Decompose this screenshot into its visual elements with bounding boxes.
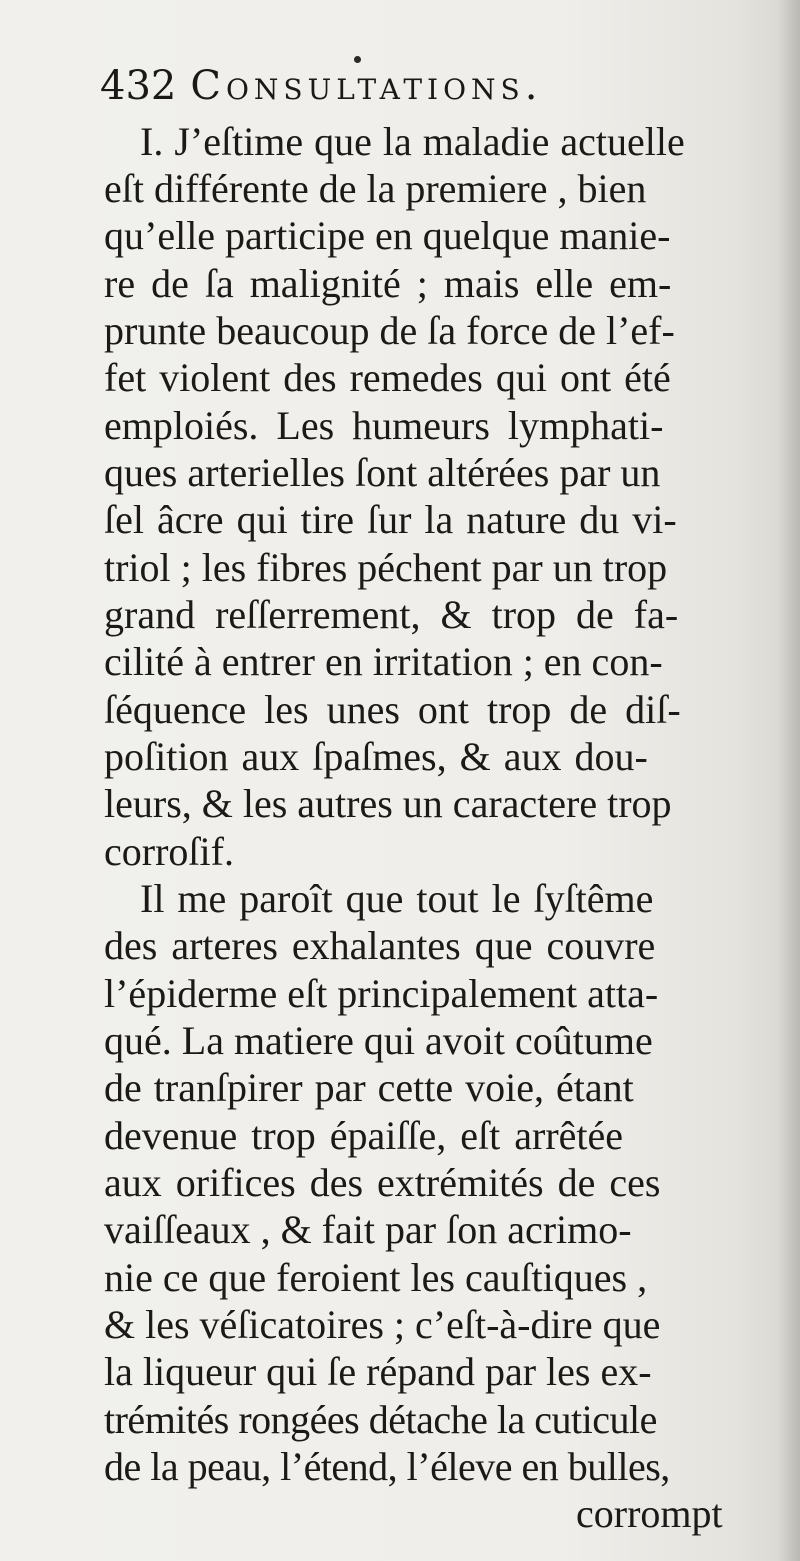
text-line: re de ſa malignité ; mais elle em- <box>104 261 672 306</box>
running-head-title: Consultations. <box>190 63 543 109</box>
catchword: corrompt <box>576 1491 723 1536</box>
text-line: cilité à entrer en irritation ; en con- <box>104 639 663 684</box>
text-line: ſel âcre qui tire ſur la nature du vi- <box>104 497 677 542</box>
text-line: emploiés. Les humeurs lymphati- <box>104 403 664 448</box>
text-line: corroſif. <box>104 829 234 874</box>
text-line: I. J’eſtime que la maladie actuelle <box>140 119 685 164</box>
text-line: nie ce que feroient les cauſtiques , <box>104 1255 648 1300</box>
running-head <box>100 63 543 109</box>
text-line: de tranſpirer par cette voie, étant <box>104 1065 634 1110</box>
text-line: devenue trop épaiſſe, eſt arrêtée <box>104 1113 624 1158</box>
text-line: eſt différente de la premiere , bien <box>104 166 647 211</box>
text-line: la liqueur qui ſe répand par les ex- <box>104 1349 652 1394</box>
text-line: vaiſſeaux , & fait par ſon acrimo- <box>104 1207 632 1252</box>
text-line: l’épiderme eſt principalement atta- <box>104 971 659 1016</box>
text-line: grand reſſerrement, & trop de fa- <box>104 592 679 637</box>
text-line: leurs, & les autres un caractere trop <box>104 781 672 826</box>
text-line: triol ; les fibres péchent par un trop <box>104 545 668 590</box>
text-line: poſition aux ſpaſmes, & aux dou- <box>104 734 648 779</box>
ink-dot <box>354 56 361 63</box>
text-line: prunte beaucoup de ſa force de l’ef- <box>104 308 675 353</box>
text-line: Il me paroît que tout le ſyſtême <box>140 876 654 921</box>
text-line: de la peau, l’étend, l’éleve en bulles, <box>104 1444 670 1489</box>
text-line: qué. La matiere qui avoit coûtume <box>104 1018 653 1063</box>
text-line: aux orifices des extrémités de ces <box>104 1160 661 1205</box>
text-line: qu’elle participe en quelque manie- <box>104 213 671 258</box>
page-number: 432 <box>100 63 177 109</box>
text-line: des arteres exhalantes que couvre <box>104 923 656 968</box>
text-line: & les véſicatoires ; c’eſt-à-dire que <box>104 1302 661 1347</box>
text-line: ſéquence les unes ont trop de diſ- <box>104 687 681 732</box>
text-line: trémités rongées détache la cuticule <box>104 1397 657 1442</box>
text-line: fet violent des remedes qui ont été <box>104 355 671 400</box>
text-line: ques arterielles ſont altérées par un <box>104 450 661 495</box>
page-edge-shadow <box>778 0 800 1561</box>
